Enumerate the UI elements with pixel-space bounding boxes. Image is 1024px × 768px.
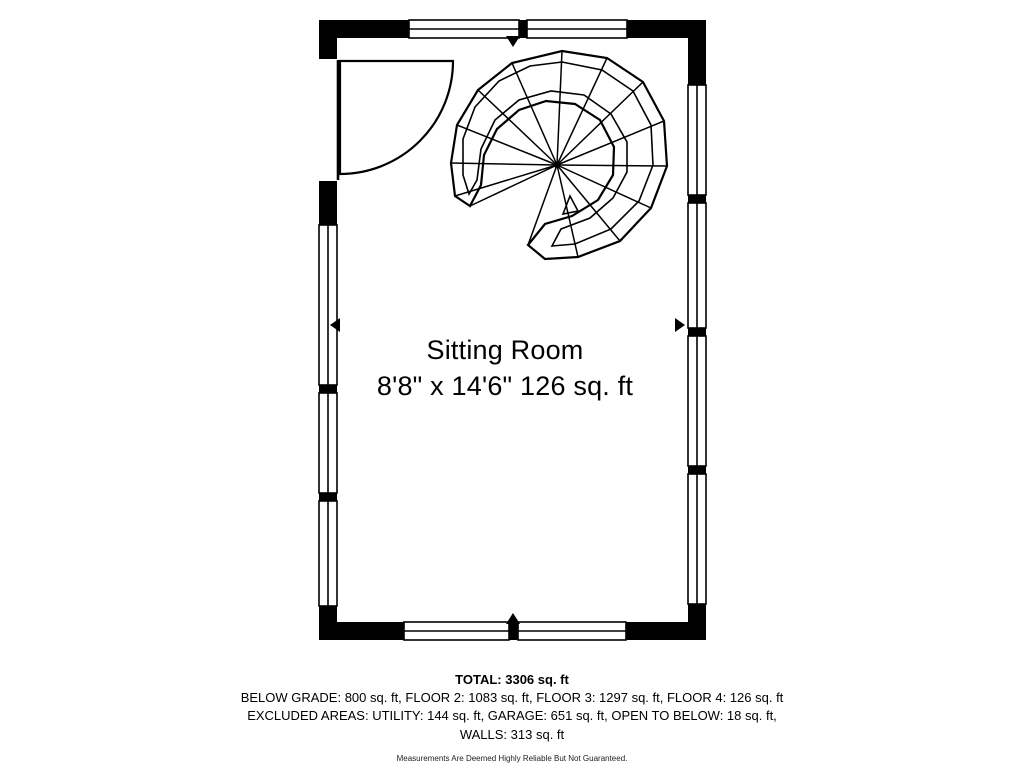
dimension-arrow-top: [506, 36, 520, 47]
area-summary: [0, 672, 1024, 763]
excluded-areas-line-1: EXCLUDED AREAS: UTILITY: 144 sq. ft, GARAGE: 651 sq. ft, OPEN TO BELOW: 18 sq. ft,: [247, 708, 777, 724]
room-name: Sitting Room: [426, 335, 584, 365]
measurement-disclaimer: Measurements Are Deemed Highly Reliable But Not Guaranteed.: [396, 754, 628, 764]
room-dimensions: 8'8" x 14'6" 126 sq. ft: [376, 370, 634, 401]
dimension-arrow-bottom: [506, 613, 520, 624]
stair-outer-outline: [451, 51, 667, 259]
total-area: TOTAL: 3306 sq. ft: [455, 672, 569, 687]
stair-newel-post: [554, 162, 560, 168]
excluded-areas-line-2: WALLS: 313 sq. ft: [459, 726, 565, 742]
door-opening-left: [319, 59, 337, 181]
spiral-staircase: [451, 51, 667, 259]
floor-breakdown: BELOW GRADE: 800 sq. ft, FLOOR 2: 1083 sq. ft, FLOOR 3: 1297 sq. ft, FLOOR 4: 126 sq. ft: [240, 690, 784, 705]
dimension-arrow-right: [675, 318, 685, 332]
door-with-swing: [338, 60, 453, 180]
door-swing-arc: [340, 61, 453, 174]
